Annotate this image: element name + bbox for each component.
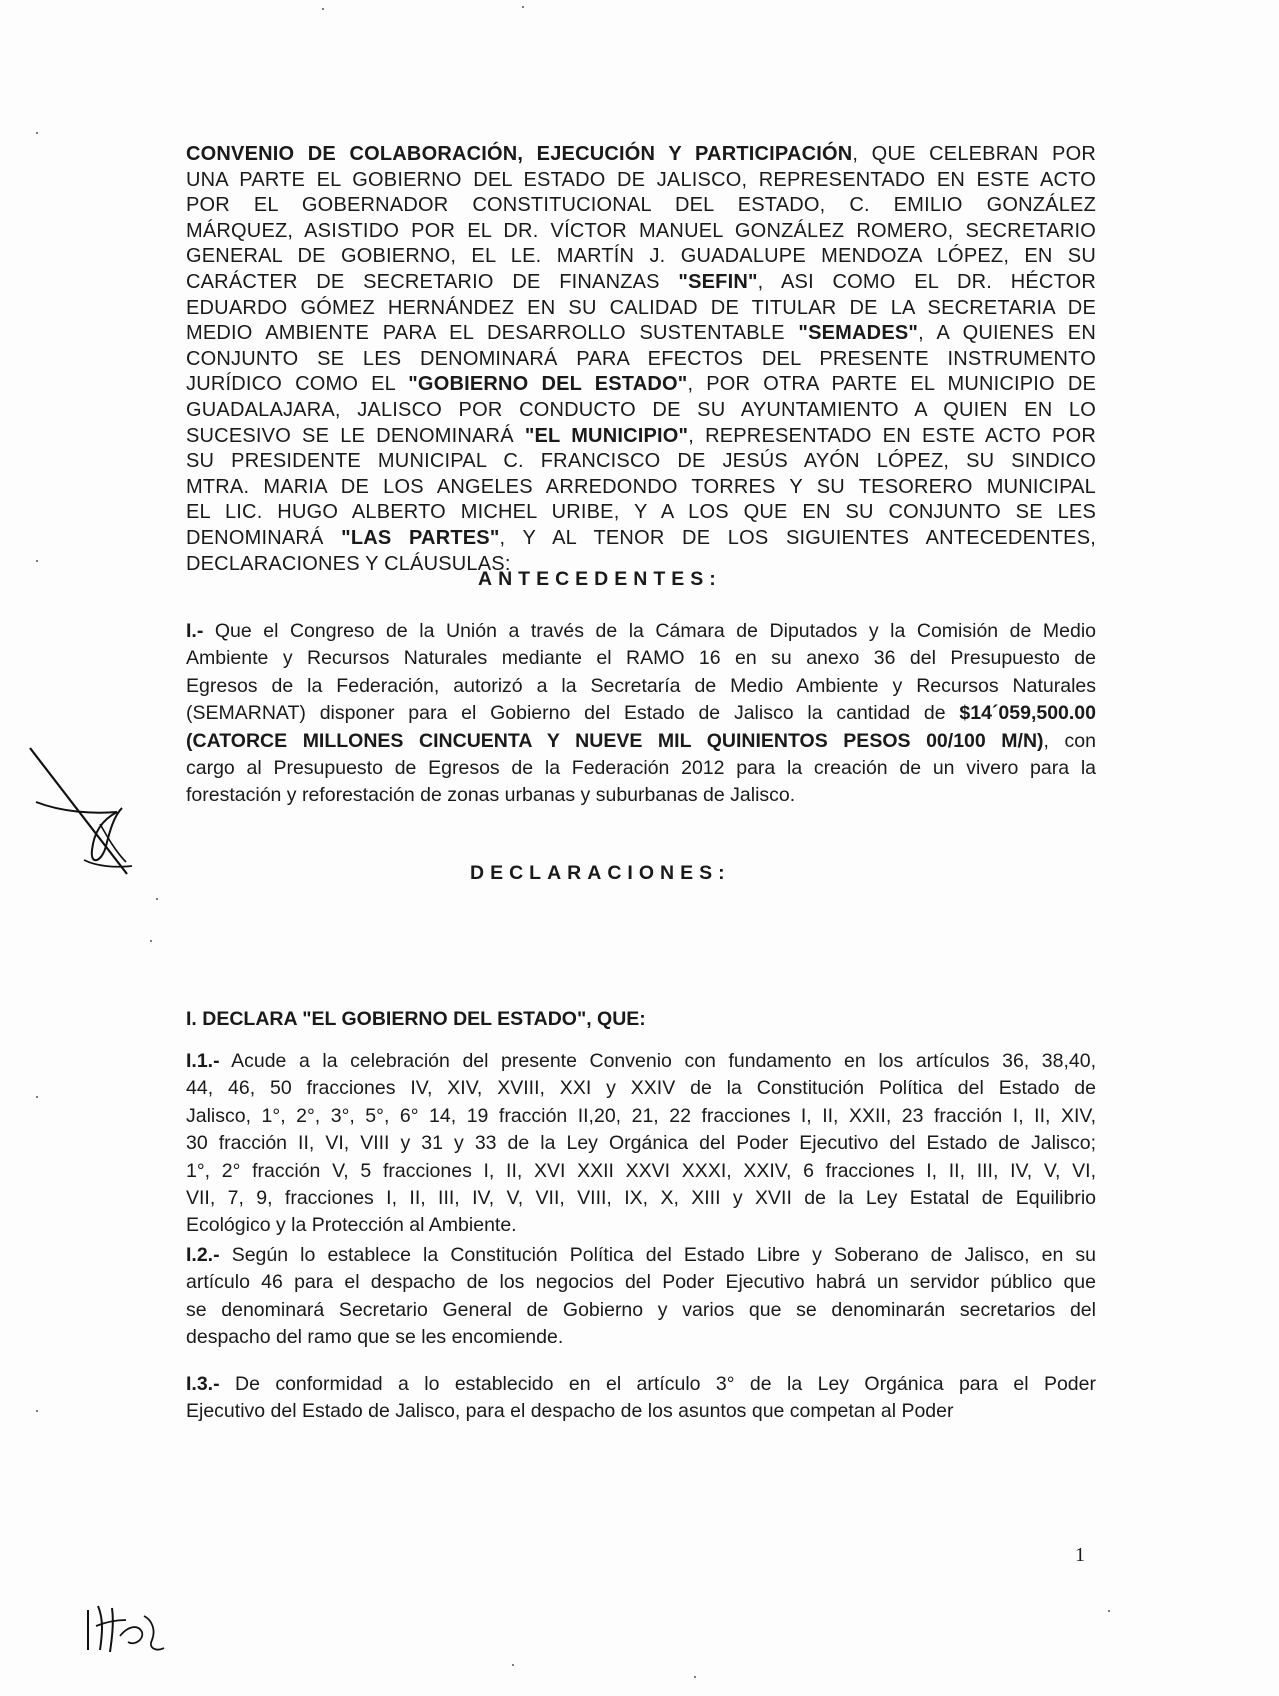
- scan-speck: [156, 898, 158, 900]
- text-line: GENERAL DE GOBIERNO, EL LE. MARTÍN J. GUADALUPE MENDOZA LÓPEZ, EN SU: [186, 245, 1096, 268]
- text-line: Ecológico y la Protección al Ambiente.: [186, 1214, 517, 1237]
- text-line: MEDIO AMBIENTE PARA EL DESARROLLO SUSTENTABLE "SEMADES", A QUIENES EN: [186, 322, 1096, 345]
- scan-speck: [522, 6, 524, 8]
- text-line: Egresos de la Federación, autorizó a la Secretaría de Medio Ambiente y Recursos Naturales: [186, 674, 1096, 697]
- page-number: 1: [1075, 1544, 1085, 1566]
- antecedentes-heading: ANTECEDENTES:: [478, 568, 722, 590]
- text-line: CARÁCTER DE SECRETARIO DE FINANZAS "SEFIN", ASI COMO EL DR. HÉCTOR: [186, 270, 1096, 293]
- text-line: POR EL GOBERNADOR CONSTITUCIONAL DEL ESTADO, C. EMILIO GONZÁLEZ: [186, 194, 1096, 217]
- text-line: I.2.- Según lo establece la Constitución Política del Estado Libre y Soberano de Jalisco, en su: [186, 1244, 1096, 1266]
- text-line: Ambiente y Recursos Naturales mediante el RAMO 16 en su anexo 36 del Presupuesto de: [186, 647, 1096, 670]
- margin-signature: [22, 742, 172, 892]
- scan-speck: [36, 1410, 38, 1412]
- text-line: EDUARDO GÓMEZ HERNÁNDEZ EN SU CALIDAD DE TITULAR DE LA SECRETARIA DE: [186, 296, 1096, 319]
- scan-speck: [694, 1676, 696, 1678]
- text-line: UNA PARTE EL GOBIERNO DEL ESTADO DE JALISCO, REPRESENTADO EN ESTE ACTO: [186, 168, 1096, 191]
- text-line: DENOMINARÁ "LAS PARTES", Y AL TENOR DE LOS SIGUIENTES ANTECEDENTES,: [186, 526, 1097, 549]
- text-line: (SEMARNAT) disponer para el Gobierno del Estado de Jalisco la cantidad de $14´059,500.00: [186, 702, 1096, 725]
- text-line: I.1.- Acude a la celebración del presente Convenio con fundamento en los artículos 36, 38,40,: [186, 1050, 1096, 1072]
- text-line: SU PRESIDENTE MUNICIPAL C. FRANCISCO DE JESÚS AYÓN LÓPEZ, SU SINDICO: [186, 450, 1096, 473]
- declaration-I3-paragraph: [186, 1371, 1096, 1426]
- scan-speck: [150, 940, 152, 942]
- text-line: Jalisco, 1°, 2°, 3°, 5°, 6° 14, 19 fracción II,20, 21, 22 fracciones I, II, XXII, 23 fracción I, II, XIV,: [186, 1104, 1096, 1127]
- text-line: 30 fracción II, VI, VIII y 31 y 33 de la Ley Orgánica del Poder Ejecutivo del Estado de Jalisco;: [186, 1132, 1096, 1155]
- text-line: CONVENIO DE COLABORACIÓN, EJECUCIÓN Y PARTICIPACIÓN, QUE CELEBRAN POR: [186, 143, 1096, 165]
- antecedente-I-paragraph: [186, 618, 1096, 810]
- text-line: DECLARACIONES Y CLÁUSULAS:: [186, 552, 511, 575]
- text-line: forestación y reforestación de zonas urbanas y suburbanas de Jalisco.: [186, 784, 796, 807]
- text-line: cargo al Presupuesto de Egresos de la Federación 2012 para la creación de un vivero para la: [186, 757, 1096, 780]
- text-line: CONJUNTO SE LES DENOMINARÁ PARA EFECTOS DEL PRESENTE INSTRUMENTO: [186, 347, 1096, 370]
- scan-speck: [322, 8, 324, 10]
- text-line: VII, 7, 9, fracciones I, II, III, IV, V, VII, VIII, IX, X, XIII y XVII de la Ley Estatal de Equilibrio: [186, 1187, 1096, 1210]
- text-line: JURÍDICO COMO EL "GOBIERNO DEL ESTADO", POR OTRA PARTE EL MUNICIPIO DE: [186, 373, 1097, 396]
- text-line: EL LIC. HUGO ALBERTO MICHEL URIBE, Y A LOS QUE EN SU CONJUNTO SE LES: [186, 501, 1096, 524]
- declaration-I-heading: I. DECLARA "EL GOBIERNO DEL ESTADO", QUE:: [186, 1008, 646, 1030]
- text-line: 1°, 2° fracción V, 5 fracciones I, II, XVI XXII XXVI XXXI, XXIV, 6 fracciones I, II, III, IV, V, VI,: [186, 1159, 1096, 1182]
- bottom-initials: [82, 1596, 172, 1656]
- declaration-I2-paragraph: [186, 1242, 1096, 1352]
- intro-paragraph: [186, 142, 1096, 577]
- text-line: artículo 46 para el despacho de los negocios del Poder Ejecutivo habrá un servidor público que: [186, 1271, 1096, 1294]
- text-line: I.3.- De conformidad a lo establecido en el artículo 3° de la Ley Orgánica para el Poder: [186, 1373, 1096, 1395]
- text-line: GUADALAJARA, JALISCO POR CONDUCTO DE SU AYUNTAMIENTO A QUIEN EN LO: [186, 398, 1096, 421]
- text-line: SUCESIVO SE LE DENOMINARÁ "EL MUNICIPIO", REPRESENTADO EN ESTE ACTO POR: [186, 424, 1096, 447]
- scan-speck: [36, 560, 38, 562]
- scan-speck: [36, 1096, 38, 1098]
- scan-speck: [36, 132, 38, 134]
- text-line: 44, 46, 50 fracciones IV, XIV, XVIII, XXI y XXIV de la Constitución Política del Estado de: [186, 1077, 1096, 1100]
- text-line: Ejecutivo del Estado de Jalisco, para el despacho de los asuntos que competan al Poder: [186, 1400, 954, 1423]
- scan-speck: [1108, 1610, 1110, 1612]
- text-line: MÁRQUEZ, ASISTIDO POR EL DR. VÍCTOR MANUEL GONZÁLEZ ROMERO, SECRETARIO: [186, 219, 1096, 242]
- text-line: se denominará Secretario General de Gobierno y varios que se denominarán secretarios del: [186, 1298, 1096, 1321]
- text-line: (CATORCE MILLONES CINCUENTA Y NUEVE MIL QUINIENTOS PESOS 00/100 M/N), con: [186, 729, 1096, 752]
- declaration-I1-paragraph: [186, 1048, 1096, 1240]
- text-line: MTRA. MARIA DE LOS ANGELES ARREDONDO TORRES Y SU TESORERO MUNICIPAL: [186, 475, 1096, 498]
- text-line: I.- Que el Congreso de la Unión a través de la Cámara de Diputados y la Comisión de Medio: [186, 620, 1096, 642]
- declaraciones-heading: DECLARACIONES:: [470, 862, 731, 884]
- scan-speck: [512, 1664, 514, 1666]
- text-line: despacho del ramo que se les encomiende.: [186, 1326, 564, 1349]
